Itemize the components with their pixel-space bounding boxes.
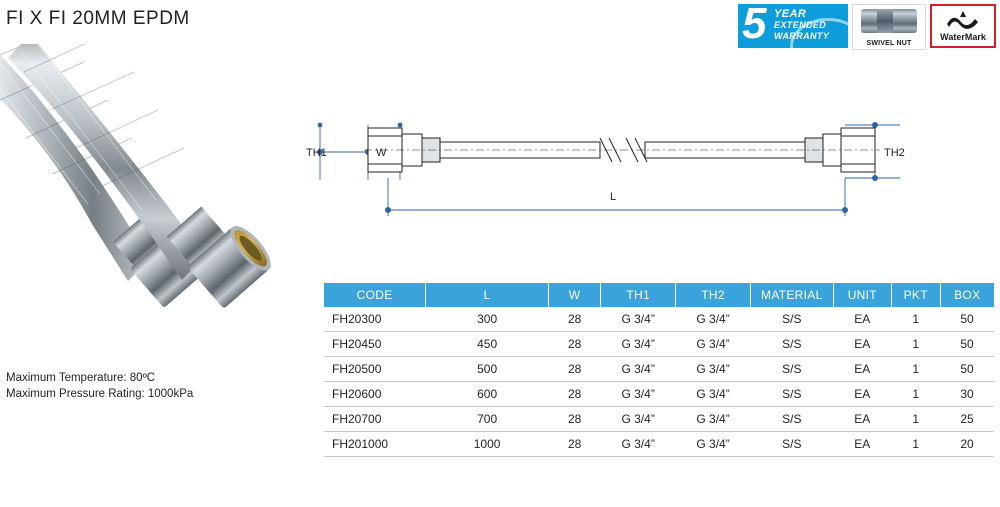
cell-box: 50 [940,307,994,332]
cell-box: 50 [940,357,994,382]
column-header-box: BOX [940,283,994,307]
cell-box: 25 [940,407,994,432]
cell-material: S/S [751,407,834,432]
cell-code: FH20300 [324,307,426,332]
cell-code: FH201000 [324,432,426,457]
cell-th2: G 3/4” [676,432,751,457]
table-header-row [324,283,994,307]
page-title: FI X FI 20MM EPDM [6,8,190,29]
warranty-text [774,9,829,42]
cell-unit: EA [833,357,891,382]
watermark-wave-icon [944,10,982,30]
badge-group [738,4,996,50]
spec-notes [6,370,193,402]
cell-unit: EA [833,407,891,432]
drawing-label-l: L [610,191,617,203]
table-row [324,382,994,407]
cell-w: 28 [549,307,601,332]
cell-material: S/S [751,307,834,332]
cell-w: 28 [549,382,601,407]
cell-unit: EA [833,332,891,357]
cell-material: S/S [751,332,834,357]
cell-th1: G 3/4” [601,407,676,432]
cell-th2: G 3/4” [676,307,751,332]
warranty-badge [738,4,848,48]
watermark-label: WaterMark [940,32,986,42]
warranty-line2: EXTENDED [774,20,827,30]
drawing-label-th1: TH1 [306,147,327,159]
table-row [324,407,994,432]
column-header-code: CODE [324,283,426,307]
cell-unit: EA [833,382,891,407]
drawing-label-w: W [376,147,387,159]
cell-th1: G 3/4” [601,307,676,332]
max-pressure: Maximum Pressure Rating: 1000kPa [6,388,194,400]
column-header-th1: TH1 [601,283,676,307]
cell-material: S/S [751,432,834,457]
warranty-line3: WARRANTY [774,31,830,41]
warranty-line1: YEAR [774,8,807,20]
table-row [324,307,994,332]
cell-l: 500 [426,357,549,382]
cell-code: FH20700 [324,407,426,432]
cell-th1: G 3/4” [601,432,676,457]
column-header-pkt: PKT [892,283,941,307]
cell-th2: G 3/4” [676,407,751,432]
cell-material: S/S [751,357,834,382]
swivel-nut-icon [861,9,917,33]
cell-w: 28 [549,432,601,457]
swivel-nut-label: SWIVEL NUT [866,40,912,47]
cell-th1: G 3/4” [601,382,676,407]
cell-w: 28 [549,357,601,382]
cell-th1: G 3/4” [601,332,676,357]
cell-pkt: 1 [892,407,941,432]
cell-unit: EA [833,307,891,332]
max-temperature: Maximum Temperature: 80ºC [6,372,156,384]
cell-l: 300 [426,307,549,332]
cell-box: 20 [940,432,994,457]
cell-pkt: 1 [892,332,941,357]
cell-pkt: 1 [892,307,941,332]
product-photo [0,44,300,344]
cell-l: 700 [426,407,549,432]
specification-table [324,283,994,457]
column-header-material: MATERIAL [751,283,834,307]
watermark-badge [930,4,996,48]
cell-pkt: 1 [892,432,941,457]
cell-box: 50 [940,332,994,357]
cell-box: 30 [940,382,994,407]
table-row [324,432,994,457]
cell-code: FH20450 [324,332,426,357]
column-header-w: W [549,283,601,307]
column-header-th2: TH2 [676,283,751,307]
swivel-nut-badge [852,4,926,50]
cell-material: S/S [751,382,834,407]
drawing-label-th2: TH2 [884,147,905,159]
cell-unit: EA [833,432,891,457]
column-header-unit: UNIT [833,283,891,307]
cell-th2: G 3/4” [676,332,751,357]
cell-w: 28 [549,407,601,432]
cell-code: FH20500 [324,357,426,382]
cell-th1: G 3/4” [601,357,676,382]
cell-code: FH20600 [324,382,426,407]
technical-drawing [300,100,940,250]
cell-w: 28 [549,332,601,357]
table-row [324,357,994,382]
cell-l: 1000 [426,432,549,457]
column-header-l: L [426,283,549,307]
cell-l: 450 [426,332,549,357]
warranty-number: 5 [742,4,767,48]
cell-th2: G 3/4” [676,382,751,407]
table-row [324,332,994,357]
cell-pkt: 1 [892,357,941,382]
cell-pkt: 1 [892,382,941,407]
cell-th2: G 3/4” [676,357,751,382]
cell-l: 600 [426,382,549,407]
